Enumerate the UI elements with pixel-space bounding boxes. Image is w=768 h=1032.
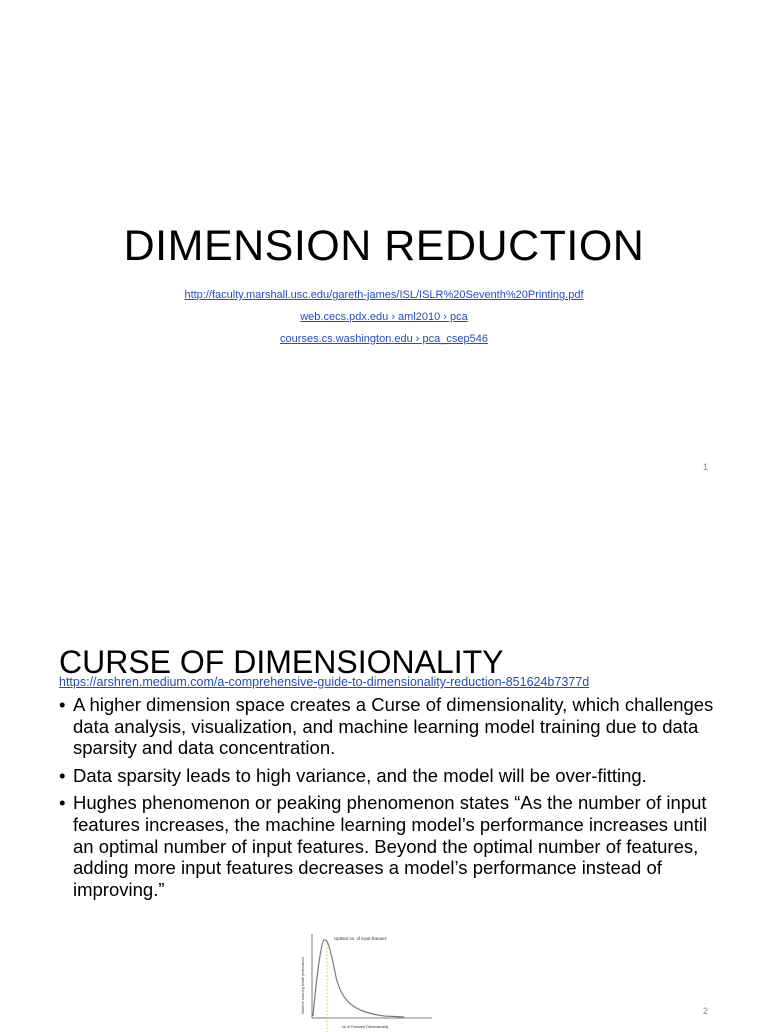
bullet-marker: • — [59, 764, 66, 786]
bullet-item — [59, 694, 719, 759]
slide-2-page-number: 2 — [702, 1006, 708, 1016]
reference-link-washington[interactable]: courses.cs.washington.edu › pca_csep546 — [280, 333, 488, 345]
bullet-marker: • — [59, 792, 66, 814]
reference-links — [0, 284, 768, 350]
slide-2-title: CURSE OF DIMENSIONALITY — [59, 644, 504, 680]
slide-1 — [0, 0, 768, 512]
reference-link-isl[interactable]: http://faculty.marshall.usc.edu/gareth-james/ISL/ISLR%20Seventh%20Printing.pdf — [184, 289, 584, 301]
figure-y-label: Machine Learning Model performance — [301, 956, 305, 1014]
bullet-list — [59, 694, 719, 906]
slide-2 — [0, 512, 768, 1029]
hughes-phenomenon-figure — [294, 932, 434, 1032]
bullet-text: Data sparsity leads to high variance, and the model will be over-fitting. — [73, 764, 647, 786]
bullet-text: A higher dimension space creates a Curse of dimensionality, which challenges data analysis, visualization, and machine learning model training due to data sparsity and data concentration. — [73, 694, 714, 759]
reference-link-pdx[interactable]: web.cecs.pdx.edu › aml2010 › pca — [300, 311, 468, 323]
slide-1-title: DIMENSION REDUCTION — [123, 222, 645, 270]
figure-x-label: No of Features/ Dimensionality — [342, 1025, 389, 1029]
bullet-text: Hughes phenomenon or peaking phenomenon states “As the number of input features increases, the machine learning model’s performance increases until an optimal number of input features. Beyond the optimal number of features, adding more input features decreases a model’s performance instead of improving.” — [73, 792, 708, 900]
reference-link-medium[interactable]: https://arshren.medium.com/a-comprehensive-guide-to-dimensionality-reduction-851624b7377d — [59, 675, 590, 689]
bullet-item — [59, 792, 719, 900]
bullet-item — [59, 765, 719, 787]
slide-1-page-number: 1 — [702, 462, 708, 472]
bullet-marker: • — [59, 694, 66, 715]
optimal-annotation: Optimal no. of input features — [334, 936, 387, 941]
